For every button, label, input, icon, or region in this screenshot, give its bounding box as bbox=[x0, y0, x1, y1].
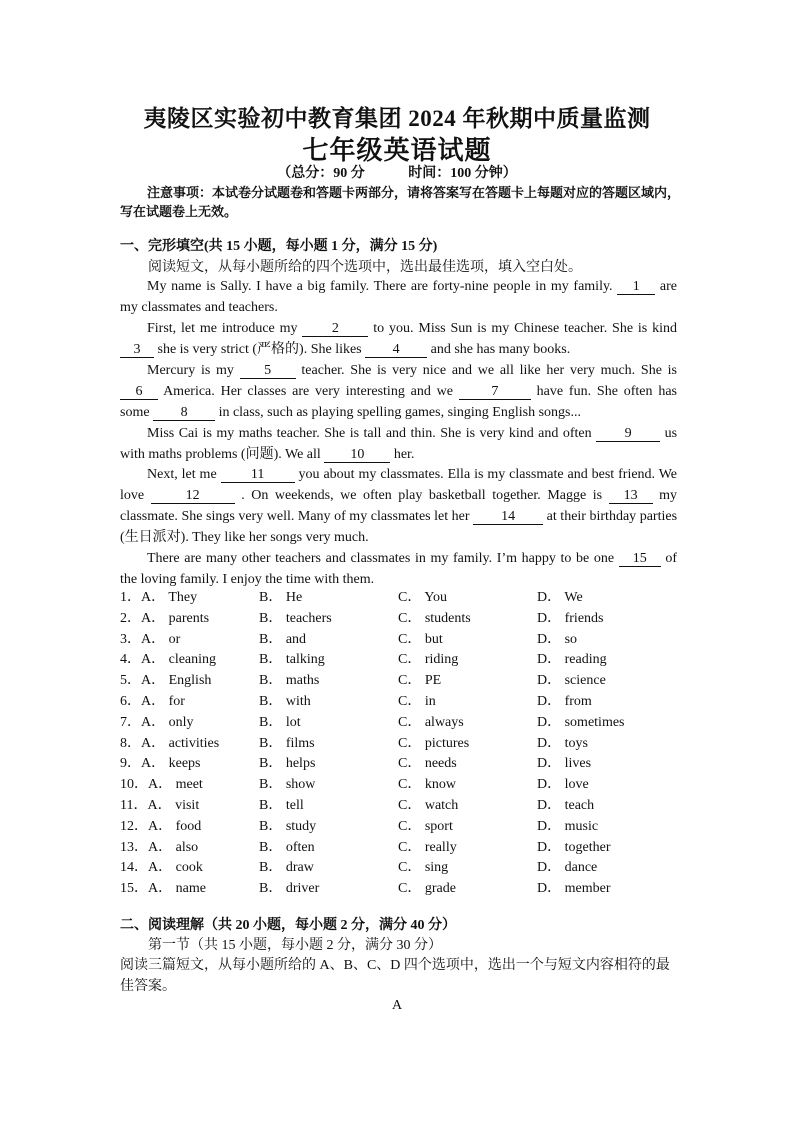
passage-paragraph-2 bbox=[120, 318, 677, 360]
option-b: B． show bbox=[259, 777, 316, 793]
option-d: D． We bbox=[537, 590, 583, 605]
option-row bbox=[120, 775, 680, 796]
option-b: B． study bbox=[259, 818, 317, 834]
option-d: D． music bbox=[537, 818, 599, 834]
option-a: A． meet bbox=[148, 777, 203, 793]
option-row bbox=[120, 692, 680, 713]
question-number: 7． bbox=[120, 714, 141, 730]
blank-11: 11 bbox=[221, 467, 295, 483]
option-d: D． lives bbox=[537, 756, 592, 772]
option-c: C． sing bbox=[398, 860, 449, 876]
blank-7: 7 bbox=[459, 384, 531, 400]
exam-title: 七年级英语试题 bbox=[302, 136, 492, 165]
text-segment: There are many other teachers and classmates in my family. I’m happy to be one bbox=[147, 551, 615, 566]
option-b: B． driver bbox=[259, 881, 320, 897]
option-row bbox=[120, 858, 680, 879]
text-segment: have fun. She often has some bbox=[120, 384, 677, 420]
option-c: C． grade bbox=[398, 881, 456, 897]
section2-heading: 二、阅读理解（共 20 小题，每小题 2 分，满分 40 分） bbox=[120, 918, 456, 933]
option-d: D． love bbox=[537, 777, 589, 793]
blank-8: 8 bbox=[153, 405, 215, 421]
question-number: 13． bbox=[120, 839, 148, 855]
option-b: B． lot bbox=[259, 714, 301, 730]
option-a: A． food bbox=[148, 818, 202, 834]
question-number: 8． bbox=[120, 735, 141, 751]
option-row bbox=[120, 713, 680, 734]
option-row bbox=[120, 609, 680, 630]
text-segment: and she has many books. bbox=[430, 342, 571, 357]
option-d: D． from bbox=[537, 693, 592, 709]
option-a: A． cook bbox=[148, 860, 203, 876]
option-b: B． with bbox=[259, 693, 311, 709]
text-segment: she is very strict (严格的). She likes bbox=[157, 342, 362, 357]
option-row bbox=[120, 588, 680, 609]
text-segment: teacher. She is very nice and we all like her very much. She is bbox=[301, 363, 677, 378]
passage-paragraph-4 bbox=[120, 423, 677, 465]
option-c: C． riding bbox=[398, 652, 459, 668]
option-row bbox=[120, 630, 680, 651]
notice: 注意事项：本试卷分试题卷和答题卡两部分，请将答案写在答题卡上每题对应的答题区域内，写在试题卷上无效。 bbox=[120, 185, 681, 219]
option-a: A． keeps bbox=[141, 756, 201, 772]
option-c: C． know bbox=[398, 777, 456, 793]
question-number: 4． bbox=[120, 652, 141, 668]
text-segment: to you. Miss Sun is my Chinese teacher. She is kind bbox=[373, 321, 678, 336]
question-number: 9． bbox=[120, 756, 141, 772]
option-c: C． pictures bbox=[398, 735, 470, 751]
option-a: A． also bbox=[148, 839, 199, 855]
option-c: C． in bbox=[398, 693, 436, 709]
question-number: 5． bbox=[120, 673, 141, 689]
option-c: C． watch bbox=[398, 797, 459, 813]
text-segment: . On weekends, we often play basketball together. Magge is bbox=[241, 488, 603, 503]
option-a: A． visit bbox=[147, 797, 200, 813]
option-c: C． really bbox=[398, 839, 457, 855]
text-segment: Mercury is my bbox=[147, 363, 234, 378]
option-b: B． teachers bbox=[259, 610, 332, 626]
option-row bbox=[120, 734, 680, 755]
blank-4: 4 bbox=[365, 342, 427, 358]
option-c: C． always bbox=[398, 714, 464, 730]
option-row bbox=[120, 671, 680, 692]
passage-paragraph-5 bbox=[120, 464, 677, 548]
text-segment: her. bbox=[393, 447, 415, 462]
section2-subheading: 第一节（共 15 小题，每小题 2 分，满分 30 分） bbox=[148, 938, 442, 953]
exam-meta bbox=[0, 162, 794, 182]
text-segment: are my classmates and teachers. bbox=[120, 279, 677, 315]
text-segment: of the loving family. I enjoy the time with them. bbox=[120, 551, 678, 587]
option-b: B． films bbox=[259, 735, 315, 751]
question-number: 1． bbox=[120, 590, 141, 605]
question-number: 14． bbox=[120, 860, 148, 876]
school-title: 夷陵区实验初中教育集团 2024 年秋期中质量监测 bbox=[143, 106, 651, 131]
option-a: A． for bbox=[141, 693, 185, 709]
time-info: 时间：100 分钟） bbox=[408, 166, 517, 181]
option-d: D． reading bbox=[537, 652, 607, 668]
question-number: 12． bbox=[120, 818, 148, 834]
score-info: （总分：90 分 bbox=[277, 166, 365, 181]
text-segment: us with maths problems (问题). We all bbox=[120, 426, 678, 462]
option-row bbox=[120, 796, 680, 817]
option-b: B． and bbox=[259, 631, 307, 647]
option-c: C． PE bbox=[398, 673, 442, 689]
option-d: D． sometimes bbox=[537, 714, 625, 730]
blank-3: 3 bbox=[120, 342, 154, 358]
passage-paragraph-6 bbox=[120, 548, 677, 590]
text-segment: My name is Sally. I have a big family. There are forty-nine people in my family. bbox=[147, 279, 613, 294]
option-b: B． often bbox=[259, 839, 315, 855]
option-d: D． member bbox=[537, 881, 611, 897]
option-d: D． so bbox=[537, 631, 578, 647]
question-number: 11． bbox=[120, 797, 148, 813]
section1-heading: 一、完形填空(共 15 小题，每小题 1 分，满分 15 分) bbox=[120, 239, 438, 254]
option-row bbox=[120, 838, 680, 859]
option-a: A． English bbox=[141, 673, 212, 689]
option-d: D． friends bbox=[537, 610, 604, 626]
blank-5: 5 bbox=[240, 363, 296, 379]
blank-9: 9 bbox=[596, 426, 660, 442]
option-b: B． draw bbox=[259, 860, 314, 876]
blank-6: 6 bbox=[120, 384, 158, 400]
option-d: D． toys bbox=[537, 735, 588, 751]
blank-10: 10 bbox=[324, 447, 390, 463]
passage-label: A bbox=[391, 998, 403, 1013]
option-c: C． needs bbox=[398, 756, 457, 772]
question-number: 3． bbox=[120, 631, 141, 647]
blank-13: 13 bbox=[609, 488, 653, 504]
option-b: B． maths bbox=[259, 673, 320, 689]
text-segment: at their birthday parties (生日派对). They like her songs very much. bbox=[120, 509, 678, 545]
option-b: B． helps bbox=[259, 756, 316, 772]
option-a: A． parents bbox=[141, 610, 210, 626]
question-number: 15． bbox=[120, 881, 148, 897]
text-segment: America. Her classes are very interesting and we bbox=[163, 384, 454, 399]
option-d: D． science bbox=[537, 673, 606, 689]
text-segment: you about my classmates. Ella is my classmate and best friend. We love bbox=[120, 467, 678, 503]
passage-paragraph-1 bbox=[120, 276, 677, 318]
blank-15: 15 bbox=[619, 551, 661, 567]
option-row bbox=[120, 879, 680, 900]
option-c: C． students bbox=[398, 610, 471, 626]
option-c: C． sport bbox=[398, 818, 453, 834]
blank-1: 1 bbox=[617, 279, 655, 295]
option-a: A． or bbox=[141, 631, 181, 647]
blank-12: 12 bbox=[151, 488, 235, 504]
option-row bbox=[120, 754, 680, 775]
option-d: D． dance bbox=[537, 860, 598, 876]
blank-14: 14 bbox=[473, 509, 543, 525]
section1-instruction: 阅读短文，从每小题所给的四个选项中，选出最佳选项，填入空白处。 bbox=[148, 260, 582, 275]
question-number: 6． bbox=[120, 693, 141, 709]
section2-instruction: 阅读三篇短文，从每小题所给的 A、B、C、D 四个选项中，选出一个与短文内容相符的最佳答案。 bbox=[120, 958, 670, 994]
option-a: A． only bbox=[141, 714, 194, 730]
option-c: C． but bbox=[398, 631, 443, 647]
option-b: B． tell bbox=[259, 797, 304, 813]
option-row bbox=[120, 650, 680, 671]
option-a: A． They bbox=[141, 590, 198, 605]
option-a: A． activities bbox=[141, 735, 220, 751]
option-a: A． name bbox=[148, 881, 206, 897]
option-b: B． He bbox=[259, 590, 303, 605]
text-segment: my classmate. She sings very well. Many of my classmates let her bbox=[120, 488, 678, 524]
blank-2: 2 bbox=[302, 321, 368, 337]
passage-paragraph-3 bbox=[120, 360, 677, 423]
options-list bbox=[120, 588, 680, 900]
option-d: D． teach bbox=[537, 797, 595, 813]
option-row bbox=[120, 817, 680, 838]
option-a: A． cleaning bbox=[141, 652, 217, 668]
text-segment: Next, let me bbox=[147, 467, 217, 482]
option-b: B． talking bbox=[259, 652, 325, 668]
text-segment: First, let me introduce my bbox=[147, 321, 298, 336]
text-segment: in class, such as playing spelling games, singing English songs... bbox=[218, 405, 581, 420]
question-number: 10． bbox=[120, 777, 148, 793]
option-c: C． You bbox=[398, 590, 448, 605]
text-segment: Miss Cai is my maths teacher. She is tall and thin. She is very kind and often bbox=[147, 426, 592, 441]
question-number: 2． bbox=[120, 610, 141, 626]
option-d: D． together bbox=[537, 839, 611, 855]
